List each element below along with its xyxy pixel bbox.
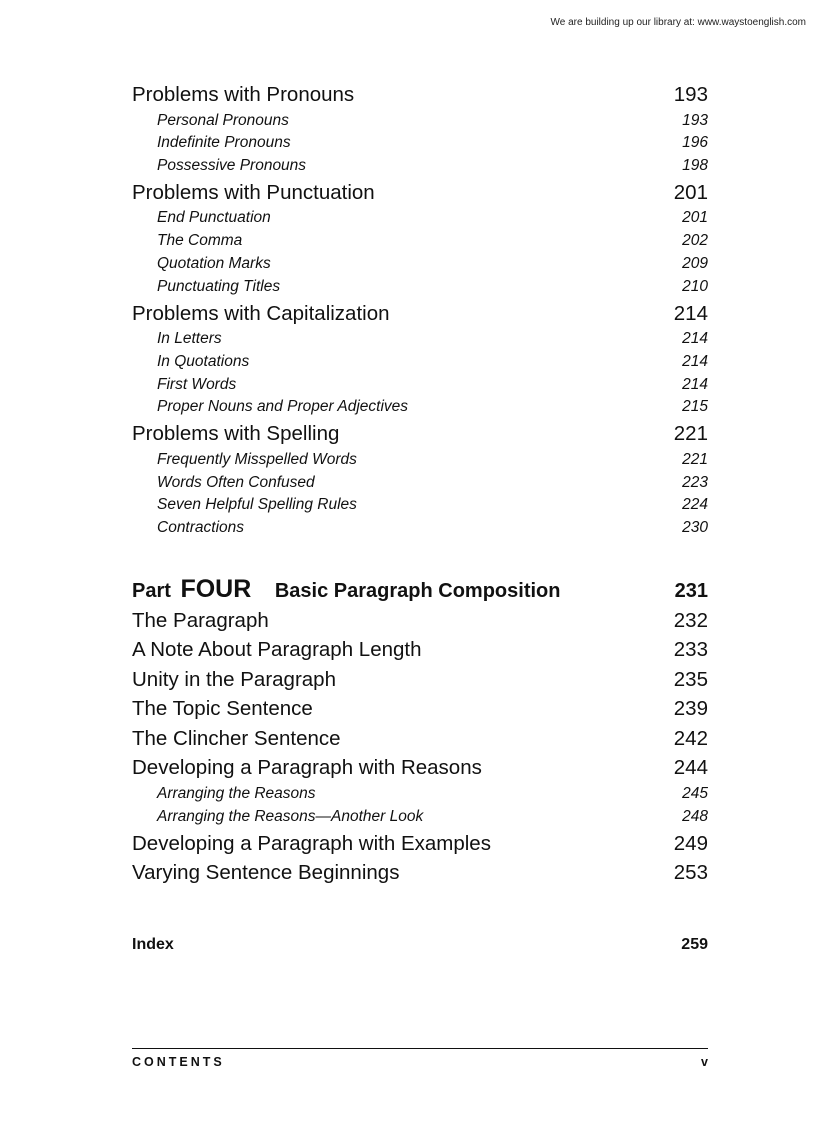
subsection-title: End Punctuation xyxy=(157,209,271,227)
subsection-page: 201 xyxy=(682,209,708,227)
toc-subsection[interactable] xyxy=(132,517,708,540)
subsection-title: Arranging the Reasons—Another Look xyxy=(157,807,424,825)
subsection-title: The Comma xyxy=(157,232,243,250)
subsection-page: 198 xyxy=(682,157,708,175)
subsection-page: 202 xyxy=(682,232,708,250)
subsection-title: First Words xyxy=(157,375,237,393)
section-page: 244 xyxy=(673,756,708,780)
subsection-page: 210 xyxy=(682,277,708,295)
subsection-title: Contractions xyxy=(157,519,245,537)
section-page: 221 xyxy=(673,422,708,446)
footer-label: CONTENTS xyxy=(132,1055,225,1069)
section-title: Unity in the Paragraph xyxy=(132,667,336,691)
toc-section[interactable] xyxy=(132,665,708,695)
toc-subsection[interactable] xyxy=(132,396,708,419)
toc-subsection[interactable] xyxy=(132,472,708,495)
section-page: 201 xyxy=(673,180,708,204)
subsection-page: 248 xyxy=(682,807,708,825)
subsection-page: 193 xyxy=(682,111,708,129)
footer-page-number: v xyxy=(701,1055,708,1069)
toc-section[interactable] xyxy=(132,724,708,754)
index-page: 259 xyxy=(681,935,708,953)
section-title: Varying Sentence Beginnings xyxy=(132,861,400,885)
section-page: 253 xyxy=(673,861,708,885)
subsection-title: Arranging the Reasons xyxy=(157,784,316,802)
subsection-title: In Quotations xyxy=(157,352,250,370)
toc-subsection[interactable] xyxy=(132,806,708,829)
section-page: 239 xyxy=(673,697,708,721)
subsection-page: 245 xyxy=(682,784,708,802)
section-page: 242 xyxy=(673,726,708,750)
section-page: 233 xyxy=(673,638,708,662)
toc-subsection[interactable] xyxy=(132,374,708,397)
toc-subsection[interactable] xyxy=(132,276,708,299)
toc-section[interactable] xyxy=(132,694,708,724)
subsection-title: Frequently Misspelled Words xyxy=(157,450,357,468)
toc-subsection[interactable] xyxy=(132,230,708,253)
section-title: Problems with Pronouns xyxy=(132,83,355,106)
toc-subsection[interactable] xyxy=(132,449,708,472)
subsection-title: Words Often Confused xyxy=(157,473,315,491)
subsection-page: 214 xyxy=(682,375,708,393)
part-title: Basic Paragraph Composition xyxy=(274,579,561,602)
section-title: Problems with Spelling xyxy=(132,422,340,446)
top-sections xyxy=(132,80,708,540)
section-title: Problems with Capitalization xyxy=(132,301,390,325)
toc-subsection[interactable] xyxy=(132,132,708,155)
subsection-page: 214 xyxy=(682,330,708,348)
index-entry[interactable] xyxy=(132,933,708,957)
subsection-title: Quotation Marks xyxy=(157,254,271,272)
toc-subsection[interactable] xyxy=(132,328,708,351)
toc-subsection[interactable] xyxy=(132,351,708,374)
section-page: 235 xyxy=(673,667,708,691)
subsection-page: 221 xyxy=(682,450,708,468)
subsection-title: Punctuating Titles xyxy=(157,277,281,295)
subsection-title: Indefinite Pronouns xyxy=(157,134,291,152)
part-page: 231 xyxy=(674,579,708,602)
toc-section[interactable] xyxy=(132,635,708,665)
section-page: 214 xyxy=(673,301,708,325)
part-number: FOUR xyxy=(180,574,252,603)
toc-subsection[interactable] xyxy=(132,494,708,517)
toc-subsection[interactable] xyxy=(132,253,708,276)
subsection-page: 214 xyxy=(682,352,708,370)
toc-subsection[interactable] xyxy=(132,783,708,806)
toc-section[interactable] xyxy=(132,178,708,208)
section-title: The Clincher Sentence xyxy=(132,726,341,750)
section-page: 249 xyxy=(673,831,708,855)
part-title-group xyxy=(132,574,560,606)
part-heading[interactable] xyxy=(132,574,708,606)
subsection-page: 196 xyxy=(682,134,708,152)
toc-section[interactable] xyxy=(132,606,708,636)
subsection-title: Personal Pronouns xyxy=(157,111,289,129)
subsection-page: 223 xyxy=(682,473,708,491)
subsection-page: 215 xyxy=(682,398,708,416)
part-sections xyxy=(132,606,708,888)
toc-section[interactable] xyxy=(132,753,708,783)
toc-section[interactable] xyxy=(132,299,708,329)
part-label: Part xyxy=(132,579,171,602)
toc-section[interactable] xyxy=(132,829,708,859)
section-page: 232 xyxy=(673,608,708,632)
page-footer xyxy=(132,1048,708,1069)
subsection-title: Possessive Pronouns xyxy=(157,157,307,175)
subsection-page: 230 xyxy=(682,519,708,537)
section-title: The Topic Sentence xyxy=(132,697,313,721)
toc-section[interactable] xyxy=(132,858,708,888)
subsection-title: Proper Nouns and Proper Adjectives xyxy=(157,398,409,416)
toc-subsection[interactable] xyxy=(132,207,708,230)
section-title: A Note About Paragraph Length xyxy=(132,638,422,662)
subsection-page: 209 xyxy=(682,254,708,272)
section-page: 193 xyxy=(673,83,708,106)
section-title: The Paragraph xyxy=(132,608,269,632)
section-title: Developing a Paragraph with Reasons xyxy=(132,756,482,780)
library-note: We are building up our library at: www.waystoenglish.com xyxy=(550,17,806,28)
toc-subsection[interactable] xyxy=(132,155,708,178)
subsection-page: 224 xyxy=(682,496,708,514)
toc-section[interactable] xyxy=(132,419,708,449)
toc-section[interactable] xyxy=(132,80,708,110)
table-of-contents xyxy=(132,80,708,957)
subsection-title: Seven Helpful Spelling Rules xyxy=(157,496,357,514)
toc-subsection[interactable] xyxy=(132,110,708,133)
index-label: Index xyxy=(132,935,174,953)
section-title: Developing a Paragraph with Examples xyxy=(132,831,491,855)
section-title: Problems with Punctuation xyxy=(132,180,375,204)
subsection-title: In Letters xyxy=(157,330,222,348)
